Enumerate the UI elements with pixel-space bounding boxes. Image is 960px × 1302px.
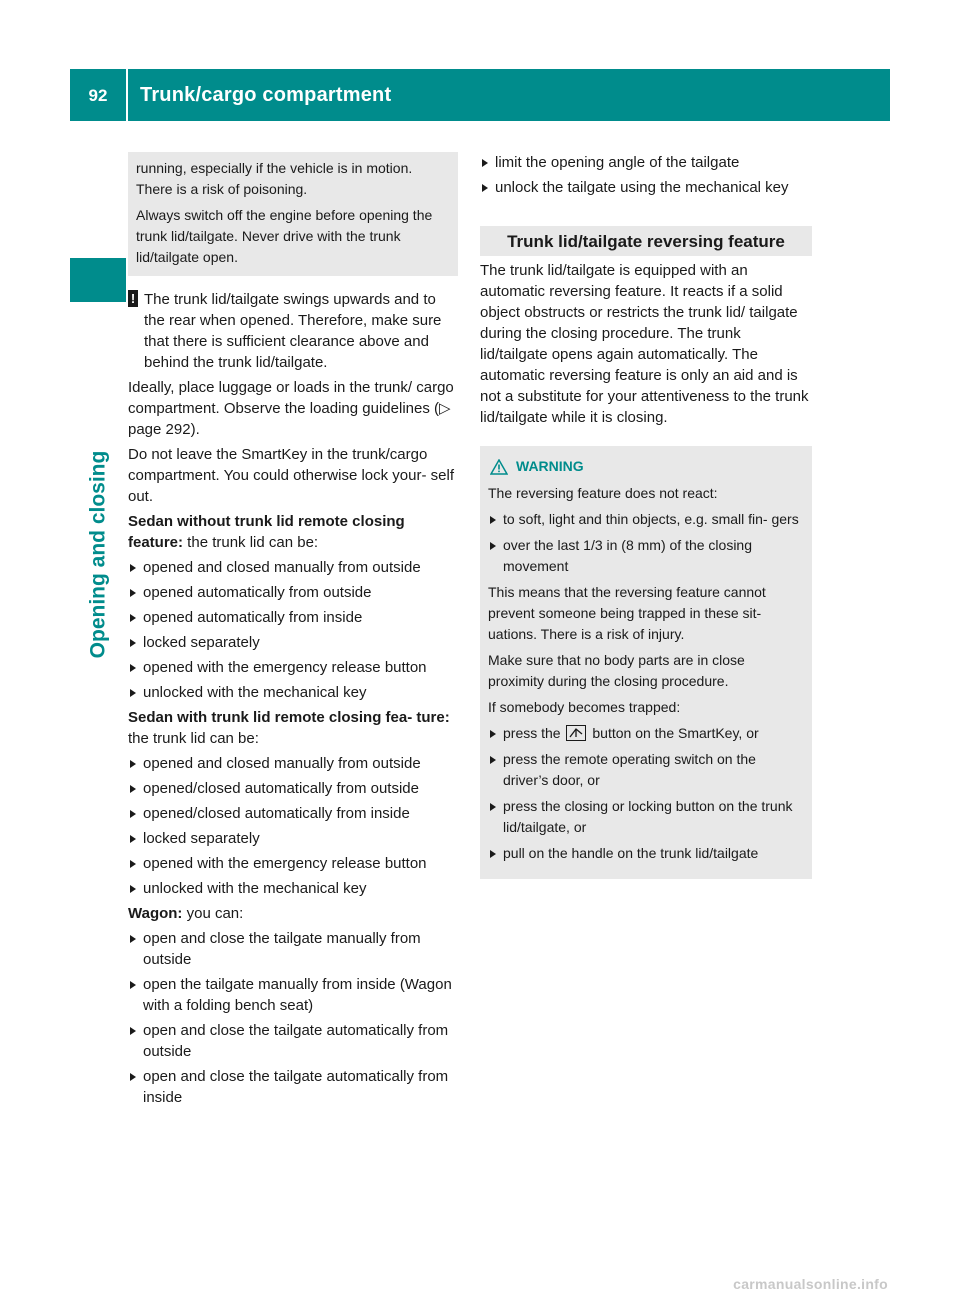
wagon-list: [128, 928, 458, 1108]
sedan-with-remote-heading: Sedan with trunk lid remote closing fea- ture: the trunk lid can be:: [128, 709, 450, 747]
section-heading: Trunk lid/tailgate reversing feature: [480, 226, 812, 256]
side-tab: [86, 450, 110, 659]
warning-text: This means that the reversing feature cannot prevent someone being trapped in these sit- uations. There is a risk of injury.: [488, 584, 766, 642]
warning-text: Always switch off the engine before opening the trunk lid/tailgate. Never drive with the trunk lid/tailgate open.: [136, 207, 433, 265]
list-item: unlocked with the mechanical key: [128, 682, 458, 703]
list-item: press the button on the SmartKey, or: [488, 723, 804, 744]
notice: [128, 289, 458, 373]
luggage-paragraph: Ideally, place luggage or loads in the trunk/ cargo compartment. Observe the loading guidelines (▷ page 292).: [128, 379, 454, 438]
list-item: opened and closed manually from outside: [128, 557, 458, 578]
warning-intro: The reversing feature does not react:: [488, 485, 718, 501]
list-item: opened/closed automatically from inside: [128, 803, 458, 824]
exclamation-icon: !: [128, 290, 138, 307]
warning-continuation-box: [128, 152, 458, 276]
list-item: unlock the tailgate using the mechanical key: [480, 177, 812, 198]
side-tab-label: Opening and closing: [86, 450, 110, 659]
list-item: opened with the emergency release button: [128, 657, 458, 678]
header-divider: [126, 69, 128, 121]
wagon-heading: Wagon: you can:: [128, 905, 244, 922]
warning-text: Make sure that no body parts are in close proximity during the closing procedure.: [488, 652, 745, 689]
warning-title: WARNING: [488, 456, 804, 477]
list-item: to soft, light and thin objects, e.g. small fin- gers: [488, 509, 804, 530]
left-column: [128, 152, 458, 1112]
list-item: pull on the handle on the trunk lid/tailgate: [488, 843, 804, 864]
list-item: opened and closed manually from outside: [128, 753, 458, 774]
list-item: unlocked with the mechanical key: [128, 878, 458, 899]
warning-text: If somebody becomes trapped:: [488, 699, 681, 715]
list-item: opened/closed automatically from outside: [128, 778, 458, 799]
sedan-with-remote-list: [128, 753, 458, 899]
list-item: opened with the emergency release button: [128, 853, 458, 874]
section-body: The trunk lid/tailgate is equipped with an automatic reversing feature. It reacts if a solid object obstructs or restricts the trunk lid/ tailgate during the closing procedure. The trunk lid/tailgate opens again automatically. The automatic reversing feature is only an aid and is not a substitute for your attentiveness to the trunk lid/tailgate while it is closing.: [480, 262, 809, 426]
list-item: open and close the tailgate automatically from outside: [128, 1020, 458, 1062]
watermark: carmanualsonline.info: [733, 1276, 888, 1292]
smartkey-paragraph: Do not leave the SmartKey in the trunk/cargo compartment. You could otherwise lock your- self out.: [128, 446, 454, 505]
warning-text: running, especially if the vehicle is in motion. There is a risk of poisoning.: [136, 160, 413, 197]
warning-list: [488, 509, 804, 577]
page-title: Trunk/cargo compartment: [140, 83, 392, 106]
page-reference-link[interactable]: ▷ page 292: [128, 400, 451, 438]
trapped-actions-list: [488, 723, 804, 864]
warning-triangle-icon: [490, 459, 508, 475]
list-item: opened automatically from outside: [128, 582, 458, 603]
trunk-button-icon: [566, 725, 586, 741]
tailgate-options-list: [480, 152, 812, 198]
side-tab-marker: [70, 258, 126, 302]
notice-text: The trunk lid/tailgate swings upwards and to the rear when opened. Therefore, make sure that there is sufficient clearance above and behind the trunk lid/tailgate.: [144, 291, 442, 371]
list-item: locked separately: [128, 632, 458, 653]
sedan-without-remote-heading: Sedan without trunk lid remote closing feature: the trunk lid can be:: [128, 513, 405, 551]
list-item: open the tailgate manually from inside (Wagon with a folding bench seat): [128, 974, 458, 1016]
list-item: open and close the tailgate manually from outside: [128, 928, 458, 970]
right-column: [480, 152, 812, 879]
list-item: press the closing or locking button on the trunk lid/tailgate, or: [488, 796, 804, 838]
list-item: limit the opening angle of the tailgate: [480, 152, 812, 173]
list-item: opened automatically from inside: [128, 607, 458, 628]
sedan-without-remote-list: [128, 557, 458, 703]
warning-box: [480, 446, 812, 879]
list-item: over the last 1/3 in (8 mm) of the closing movement: [488, 535, 804, 577]
page-number: 92: [88, 85, 108, 105]
list-item: locked separately: [128, 828, 458, 849]
list-item: press the remote operating switch on the driver’s door, or: [488, 749, 804, 791]
list-item: open and close the tailgate automatically from inside: [128, 1066, 458, 1108]
